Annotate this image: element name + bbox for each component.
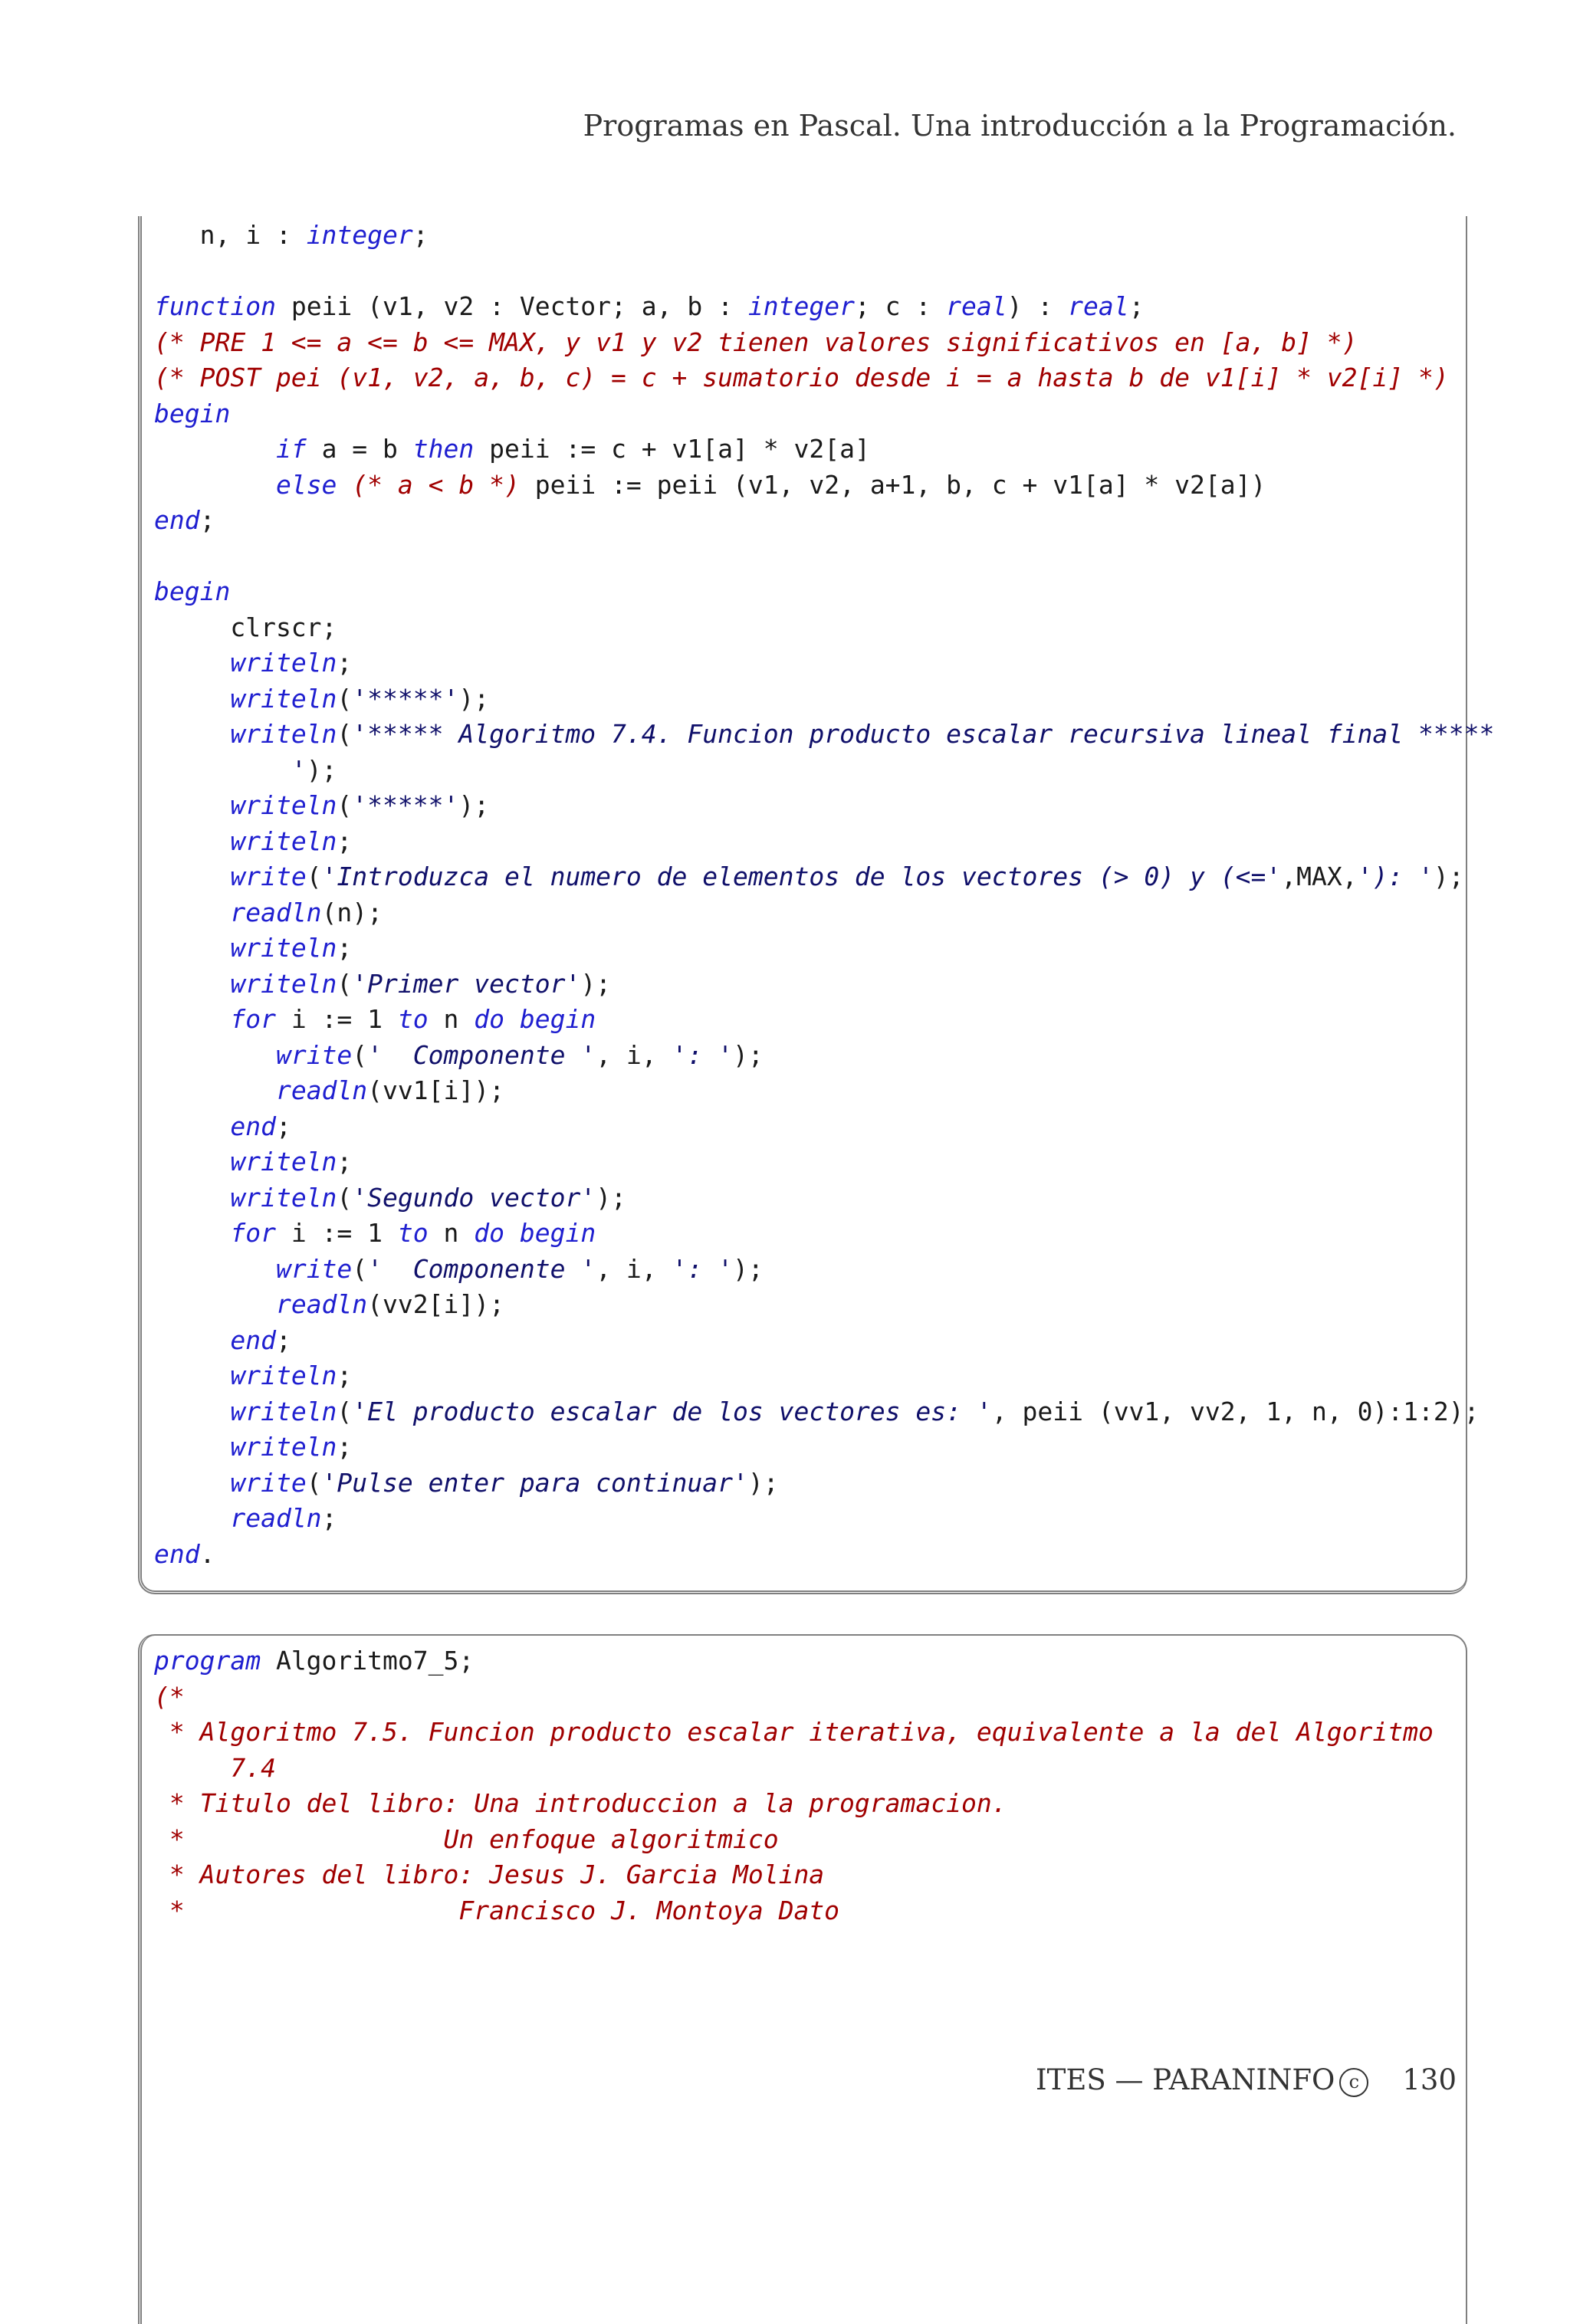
code-token bbox=[154, 826, 230, 856]
code-token: readln bbox=[275, 1289, 368, 1319]
code-token bbox=[154, 1183, 230, 1213]
code-token: ; bbox=[321, 1503, 337, 1533]
code-line bbox=[154, 1109, 1494, 1145]
code-token: (vv2[i]); bbox=[367, 1289, 504, 1319]
code-token: ; bbox=[337, 933, 353, 963]
code-line bbox=[154, 396, 1494, 432]
code-token: end bbox=[154, 1538, 200, 1569]
code-line bbox=[154, 432, 1494, 468]
code-line bbox=[154, 1287, 1494, 1323]
code-token: 7.4 bbox=[154, 1752, 276, 1783]
code-token: (* POST pei (v1, v2, a, b, c) = c + sumatorio desde i = a hasta b de v1[i] * v2[i] *) bbox=[154, 363, 1449, 392]
code-token: ; c : bbox=[854, 291, 947, 321]
code-line bbox=[154, 1038, 1494, 1074]
code-token: i := 1 bbox=[275, 1218, 398, 1248]
code-token: ( bbox=[337, 719, 353, 749]
code-token: begin bbox=[154, 398, 231, 428]
code-token bbox=[154, 1361, 230, 1390]
code-line bbox=[154, 645, 1494, 681]
code-line bbox=[154, 1252, 1494, 1288]
code-token: (* a < b *) bbox=[352, 469, 520, 500]
code-token: readln bbox=[275, 1075, 368, 1105]
code-token: ; bbox=[337, 1432, 353, 1462]
code-line bbox=[154, 1002, 1494, 1038]
code-token: ': ' bbox=[672, 1253, 734, 1284]
code-token: * Autores del libro: Jesus J. Garcia Molina bbox=[154, 1860, 825, 1889]
code-token: writeln bbox=[230, 648, 337, 678]
code-token bbox=[154, 790, 230, 820]
code-token: 'Introduzca el numero de elementos de los vectores (> 0) y (<=' bbox=[321, 862, 1282, 891]
page-footer bbox=[1036, 2063, 1457, 2097]
code-token bbox=[504, 1004, 520, 1034]
code-token bbox=[154, 1111, 230, 1141]
code-token: 'Pulse enter para continuar' bbox=[321, 1467, 748, 1498]
code-token: (vv1[i]); bbox=[367, 1075, 504, 1105]
code-token bbox=[154, 1325, 230, 1355]
code-token: writeln bbox=[230, 1182, 337, 1213]
code-token bbox=[154, 470, 276, 500]
code-token: i := 1 bbox=[275, 1004, 398, 1034]
code-line bbox=[154, 1180, 1494, 1216]
code-token: 'Segundo vector' bbox=[352, 1182, 596, 1213]
code-token: ,MAX, bbox=[1281, 862, 1358, 891]
code-token bbox=[154, 1468, 230, 1498]
code-token: ( bbox=[337, 790, 353, 820]
code-token: '): ' bbox=[1357, 862, 1434, 891]
code-token: ) : bbox=[1007, 291, 1069, 321]
code-line bbox=[154, 539, 1494, 575]
code-token: ': ' bbox=[672, 1039, 734, 1070]
code-token: readln bbox=[230, 897, 322, 927]
code-line bbox=[154, 1537, 1494, 1573]
code-token: ( bbox=[337, 1182, 353, 1213]
code-token: ( bbox=[306, 1467, 322, 1498]
code-token: write bbox=[275, 1039, 353, 1070]
code-token: . bbox=[199, 1538, 215, 1569]
code-token: Algoritmo7_5; bbox=[261, 1646, 475, 1676]
code-token: real bbox=[946, 291, 1007, 321]
code-token bbox=[154, 933, 230, 963]
code-line bbox=[154, 1073, 1494, 1109]
code-token bbox=[154, 862, 230, 891]
code-line bbox=[154, 931, 1494, 967]
code-line bbox=[154, 1822, 1434, 1858]
code-listing bbox=[154, 1643, 1434, 1928]
code-token: (* PRE 1 <= a <= b <= MAX, y v1 y v2 tienen valores significativos en [a, b] *) bbox=[154, 327, 1358, 357]
code-token: peii := c + v1[a] * v2[a] bbox=[474, 434, 870, 464]
code-listing-box bbox=[138, 1634, 1467, 2324]
code-token: ; bbox=[412, 220, 429, 250]
code-token: 'El producto escalar de los vectores es: ' bbox=[352, 1396, 992, 1426]
code-token bbox=[154, 1432, 230, 1462]
code-token: ; bbox=[337, 1361, 353, 1390]
code-token: to bbox=[397, 1218, 429, 1248]
code-token: ); bbox=[747, 1467, 779, 1498]
code-line bbox=[154, 1430, 1494, 1466]
code-token: 'Primer vector' bbox=[352, 968, 581, 999]
code-token: write bbox=[230, 862, 307, 891]
code-token: ; bbox=[337, 1147, 353, 1177]
page-number: 130 bbox=[1402, 2063, 1457, 2096]
code-token: ); bbox=[1433, 862, 1464, 891]
code-token: (n); bbox=[321, 897, 383, 927]
code-token: end bbox=[154, 505, 200, 535]
code-token bbox=[154, 1254, 276, 1284]
code-token: * Algoritmo 7.5. Funcion producto escalar iterativa, equivalente a la del Algoritmo bbox=[154, 1717, 1434, 1747]
code-line bbox=[154, 1501, 1494, 1537]
code-token: ( bbox=[352, 1253, 368, 1284]
code-line bbox=[154, 1394, 1494, 1430]
code-token: writeln bbox=[230, 719, 337, 749]
code-token: for bbox=[230, 1218, 276, 1248]
code-token: real bbox=[1068, 291, 1129, 321]
code-line bbox=[154, 1679, 1434, 1715]
code-token: n, i : bbox=[154, 220, 307, 250]
code-line bbox=[154, 1893, 1434, 1929]
code-token: * Francisco J. Montoya Dato bbox=[154, 1895, 840, 1925]
code-token bbox=[154, 1289, 276, 1319]
code-token: ; bbox=[275, 1111, 291, 1141]
code-token: ( bbox=[337, 683, 353, 714]
code-token: * Titulo del libro: Una introduccion a la programacion. bbox=[154, 1788, 1007, 1818]
code-line bbox=[154, 218, 1494, 254]
code-token bbox=[154, 648, 230, 678]
code-listing-box bbox=[138, 216, 1495, 1594]
code-line bbox=[154, 325, 1494, 361]
code-line bbox=[154, 1216, 1494, 1252]
code-token: writeln bbox=[230, 826, 337, 856]
code-token: writeln bbox=[230, 790, 337, 820]
code-line bbox=[154, 574, 1494, 610]
code-token: peii := peii (v1, v2, a+1, b, c + v1[a] * v2[a]) bbox=[519, 469, 1266, 500]
code-token: n bbox=[428, 1004, 475, 1034]
code-line bbox=[154, 1144, 1494, 1180]
code-token: then bbox=[412, 434, 475, 464]
code-line bbox=[154, 468, 1494, 504]
code-line bbox=[154, 859, 1494, 895]
code-token: integer bbox=[306, 220, 413, 250]
code-token bbox=[154, 1397, 230, 1426]
code-token bbox=[154, 898, 230, 927]
code-token: ); bbox=[596, 1182, 626, 1213]
code-token: readln bbox=[230, 1503, 322, 1533]
code-line bbox=[154, 1643, 1434, 1679]
code-token: ; bbox=[199, 505, 215, 535]
code-token bbox=[154, 755, 291, 785]
code-token: begin bbox=[154, 576, 231, 606]
code-token: ); bbox=[458, 683, 490, 714]
code-token: to bbox=[397, 1004, 429, 1034]
code-token: do bbox=[474, 1004, 505, 1034]
code-token: writeln bbox=[230, 968, 337, 999]
code-token: , peii (vv1, vv2, 1, n, 0):1:2); bbox=[991, 1396, 1480, 1426]
code-token: ( bbox=[352, 1039, 368, 1070]
code-line bbox=[154, 1751, 1434, 1787]
code-token bbox=[504, 1218, 520, 1248]
code-token: begin bbox=[519, 1218, 596, 1248]
code-token: for bbox=[230, 1004, 276, 1034]
code-token bbox=[154, 1147, 230, 1177]
code-token: do bbox=[474, 1218, 505, 1248]
code-token: writeln bbox=[230, 683, 337, 714]
code-token: '*****' bbox=[352, 790, 459, 820]
code-token: ( bbox=[337, 968, 353, 999]
code-token: write bbox=[230, 1467, 307, 1498]
code-token bbox=[154, 434, 276, 464]
code-line bbox=[154, 289, 1494, 325]
code-token: '*****' bbox=[352, 683, 459, 714]
running-header: Programas en Pascal. Una introducción a la Programación. bbox=[583, 109, 1457, 143]
code-token bbox=[154, 719, 230, 749]
code-token: function bbox=[154, 291, 276, 321]
code-token: '***** Algoritmo 7.4. Funcion producto escalar recursiva lineal final ***** bbox=[352, 719, 1495, 749]
code-token: clrscr; bbox=[154, 612, 337, 642]
code-token: begin bbox=[519, 1004, 596, 1034]
code-line bbox=[154, 1323, 1494, 1359]
code-token: integer bbox=[747, 291, 855, 321]
code-token: (* bbox=[154, 1681, 185, 1712]
code-listing bbox=[154, 218, 1494, 1572]
publisher-name: ITES — PARANINFO bbox=[1036, 2063, 1335, 2096]
code-token: ' bbox=[291, 754, 307, 785]
code-line bbox=[154, 254, 1494, 290]
code-line bbox=[154, 681, 1494, 717]
code-token bbox=[154, 1075, 276, 1105]
code-token bbox=[154, 1503, 230, 1533]
code-line bbox=[154, 360, 1494, 396]
code-token: ); bbox=[458, 790, 490, 820]
code-token: end bbox=[230, 1324, 276, 1355]
code-token: ); bbox=[306, 754, 337, 785]
code-token: writeln bbox=[230, 1432, 337, 1462]
code-token: if bbox=[275, 434, 307, 464]
code-token bbox=[154, 969, 230, 999]
code-line bbox=[154, 824, 1494, 860]
code-token: write bbox=[275, 1253, 353, 1284]
code-token: ; bbox=[275, 1324, 291, 1355]
code-token: ' Componente ' bbox=[367, 1039, 596, 1070]
code-token: else bbox=[275, 469, 337, 500]
code-token bbox=[154, 1040, 276, 1070]
code-token bbox=[154, 684, 230, 714]
code-token: ; bbox=[1128, 291, 1145, 321]
code-token bbox=[337, 470, 352, 500]
code-token: , i, bbox=[596, 1253, 672, 1284]
code-line bbox=[154, 1857, 1434, 1893]
code-line bbox=[154, 1358, 1494, 1394]
code-line bbox=[154, 610, 1494, 646]
code-line bbox=[154, 717, 1494, 753]
copyright-icon: c bbox=[1339, 2068, 1368, 2097]
code-line bbox=[154, 753, 1494, 789]
code-token: writeln bbox=[230, 933, 337, 963]
code-token: program bbox=[154, 1646, 261, 1676]
code-token: ; bbox=[337, 826, 353, 856]
code-line bbox=[154, 1715, 1434, 1751]
code-token: , i, bbox=[596, 1039, 672, 1070]
code-token: ; bbox=[337, 648, 353, 678]
code-line bbox=[154, 1786, 1434, 1822]
code-line bbox=[154, 967, 1494, 1003]
code-token: writeln bbox=[230, 1147, 337, 1177]
code-token: n bbox=[428, 1218, 475, 1248]
code-token: writeln bbox=[230, 1361, 337, 1390]
code-token: ); bbox=[733, 1039, 764, 1070]
code-token: peii (v1, v2 : Vector; a, b : bbox=[275, 291, 748, 321]
code-token: a = b bbox=[306, 434, 413, 464]
code-token: end bbox=[230, 1111, 276, 1141]
code-line bbox=[154, 895, 1494, 931]
code-token: ); bbox=[733, 1253, 764, 1284]
code-token: ' Componente ' bbox=[367, 1253, 596, 1284]
code-token: * Un enfoque algoritmico bbox=[154, 1823, 779, 1854]
code-token: ( bbox=[337, 1396, 353, 1426]
code-line bbox=[154, 788, 1494, 824]
code-token bbox=[154, 1218, 230, 1248]
code-token: writeln bbox=[230, 1396, 337, 1426]
code-token: ( bbox=[306, 862, 322, 891]
code-line bbox=[154, 1466, 1494, 1502]
code-token: ); bbox=[580, 968, 612, 999]
code-line bbox=[154, 503, 1494, 539]
code-token bbox=[154, 1004, 230, 1034]
